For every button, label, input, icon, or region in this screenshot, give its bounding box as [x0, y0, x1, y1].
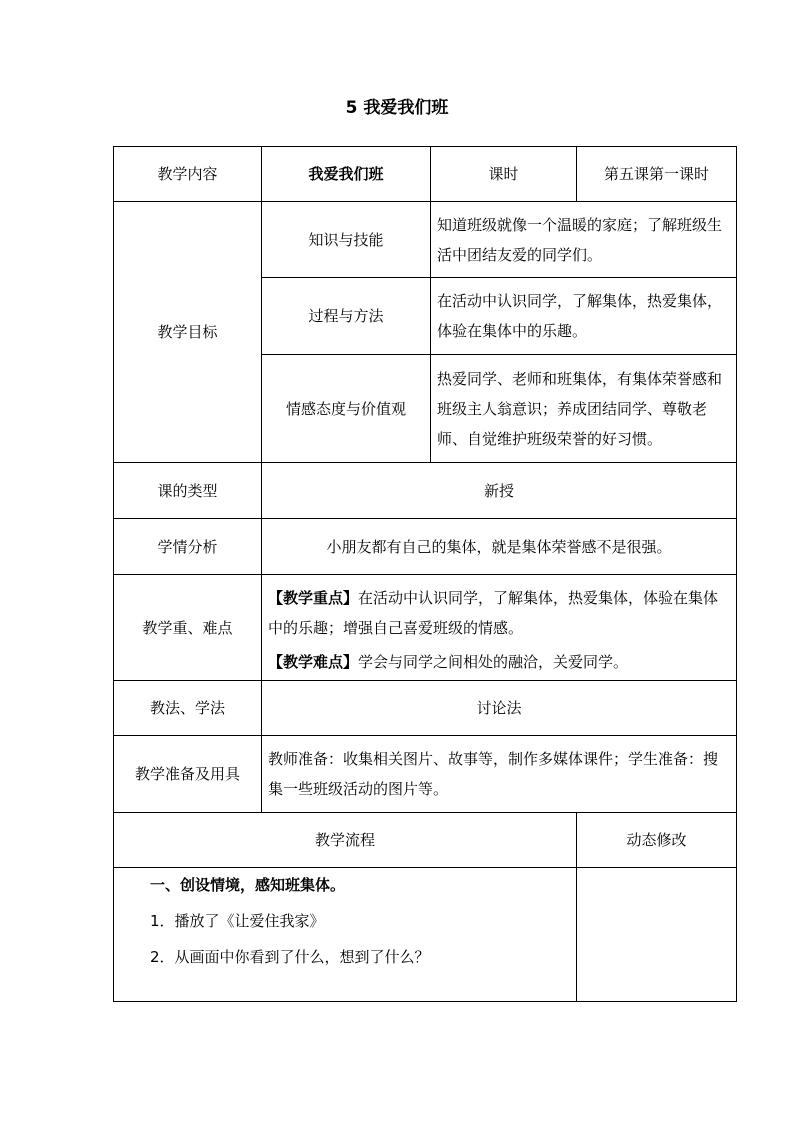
page-title: 5 我爱我们班 [345, 98, 449, 118]
row-flow-header [114, 813, 737, 868]
analysis-label: 学情分析 [114, 519, 262, 575]
key-label: 教学重、难点 [114, 575, 262, 681]
type-value: 新授 [262, 463, 737, 519]
goal-label-knowledge: 知识与技能 [262, 202, 431, 278]
row-flow-body [114, 868, 737, 1002]
flow-item-2: 2．从画面中你看到了什么，想到了什么？ [150, 948, 430, 966]
key-points-cell [262, 575, 737, 681]
flow-body [114, 868, 577, 1002]
goal-label-attitude: 情感态度与价值观 [262, 355, 431, 463]
flow-item-1: 1．播放了《让爱住我家》 [150, 912, 325, 930]
lesson-plan-table [113, 146, 737, 1002]
key-point-text: 在活动中认识同学，了解集体，热爱集体，体验在集体中的乐趣；增强自己喜爱班级的情感。 [268, 588, 719, 637]
type-label: 课的类型 [114, 463, 262, 519]
content-label: 教学内容 [114, 147, 262, 202]
goals-label: 教学目标 [114, 202, 262, 463]
prep-label: 教学准备及用具 [114, 736, 262, 813]
row-content [114, 147, 737, 202]
row-prep [114, 736, 737, 813]
difficulty-paragraph [268, 651, 732, 673]
goal-text-knowledge: 知道班级就像一个温暖的家庭；了解班级生活中团结友爱的同学们。 [431, 202, 737, 278]
key-point-paragraph [268, 583, 732, 643]
row-goal-knowledge [114, 202, 737, 278]
goal-text-process: 在活动中认识同学，了解集体，热爱集体，体验在集体中的乐趣。 [431, 278, 737, 355]
row-type [114, 463, 737, 519]
revise-body [577, 868, 737, 1002]
row-analysis [114, 519, 737, 575]
key-point-tag: 【教学重点】 [268, 588, 359, 607]
goal-text-attitude: 热爱同学、老师和班集体，有集体荣誉感和班级主人翁意识；养成团结同学、尊敬老师、自觉维护班级荣誉的好习惯。 [431, 355, 737, 463]
prep-value: 教师准备：收集相关图片、故事等，制作多媒体课件；学生准备：搜集一些班级活动的图片等。 [262, 736, 737, 813]
method-label: 教法、学法 [114, 681, 262, 736]
flow-section-title: 一、创设情境，感知班集体。 [150, 876, 346, 894]
revise-label: 动态修改 [577, 813, 737, 868]
method-value: 讨论法 [262, 681, 737, 736]
period-value: 第五课第一课时 [577, 147, 737, 202]
row-key-points [114, 575, 737, 681]
difficulty-tag: 【教学难点】 [268, 652, 359, 671]
flow-label: 教学流程 [114, 813, 577, 868]
difficulty-text: 学会与同学之间相处的融洽，关爱同学。 [358, 652, 629, 671]
analysis-value: 小朋友都有自己的集体，就是集体荣誉感不是很强。 [262, 519, 737, 575]
content-value: 我爱我们班 [262, 147, 431, 202]
period-label: 课时 [431, 147, 577, 202]
goal-label-process: 过程与方法 [262, 278, 431, 355]
row-method [114, 681, 737, 736]
